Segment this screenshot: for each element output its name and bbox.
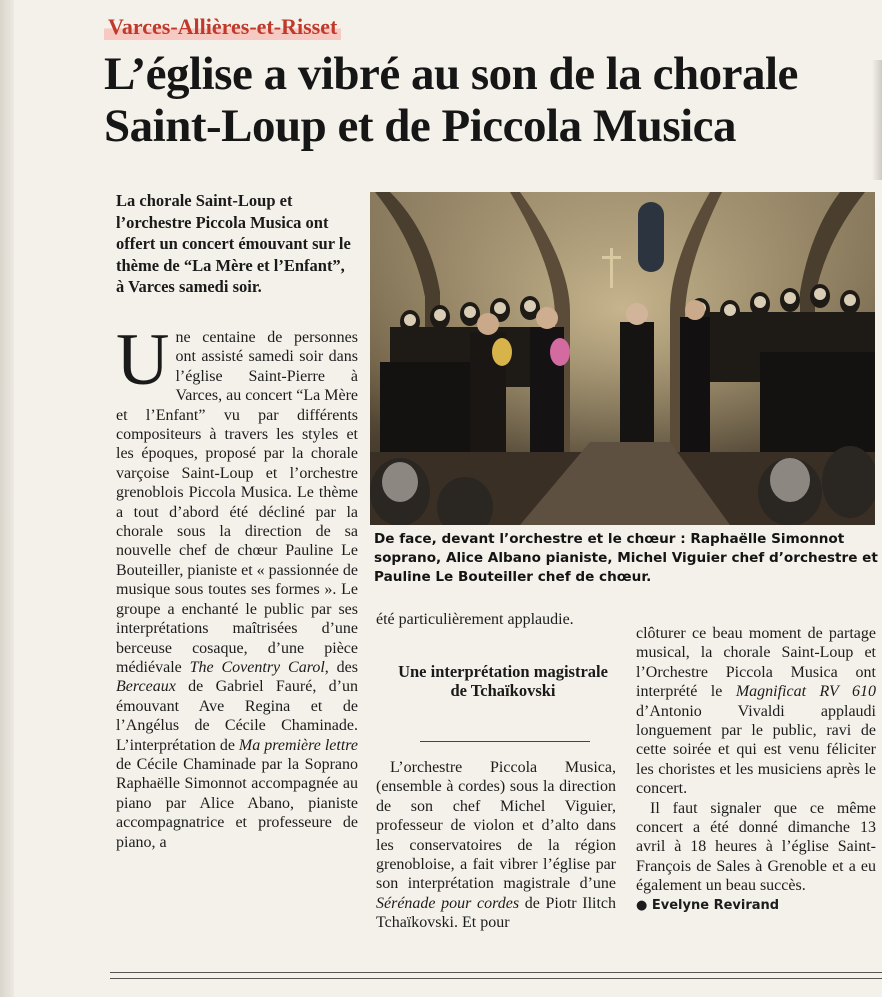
lede: La chorale Saint-Loup et l’orchestre Piccola Musica ont offert un concert émouvant sur le thème de “La Mère et l’Enfant”, à Varces samedi soir.: [116, 191, 351, 296]
concert-photo-illustration: [370, 192, 875, 525]
article-column-1: [116, 319, 359, 852]
photo-caption: De face, devant l’orchestre et le chœur : Raphaëlle Simonnot soprano, Alice Albano pianiste, Michel Viguier chef d’orchestre et Pauline Le Bouteiller chef de chœur.: [374, 531, 878, 585]
concert-photo: [370, 192, 875, 525]
footer-rule-2: [110, 978, 882, 979]
headline-line-1: L’église a vibré au son de la chorale: [104, 48, 798, 100]
col1-italic-2: Berceaux: [116, 678, 176, 696]
col1-text-1: ne centaine de personnes ont assisté samedi soir dans l’église Saint-Pierre à Varces, au concert “La Mère et l’Enfant” vu par différents compositeurs à travers les styles et les époques, proposé par la chorale varçoise Saint-Loup et l’orchestre grenoblois Piccola Musica. Le thème a tout d’abord été décliné par la chorale sous la direction de sa nouvelle chef de chœur Pauline Le Bouteiller, pianiste et « passionnée de musique sous toutes ses formes ». Le groupe a enchanté le public par ses interprétations maîtrisées d’une berceuse cosaque, d’une pièce médiévale: [116, 329, 359, 676]
col1-text-3: de Gabriel Fauré, d’un émouvant Ave Regina et de l’Angélus de Cécile Chaminade. L’interprétation de: [116, 678, 358, 754]
col3-text-1: clôturer ce beau moment de partage musical, la chorale Saint-Loup et l’Orchestre Piccola Musica ont interprété le: [636, 625, 876, 701]
col1-text-2: , des: [324, 658, 358, 676]
drop-cap: U: [116, 319, 170, 401]
col2-text-1: L’orchestre Piccola Musica, (ensemble à cordes) sous la direction de son chef Michel Viguier, professeur de violon et d’alto dans les conservatoires de la région grenobloise, a fait vibrer l’église par son interprétation magistrale d’une: [376, 759, 616, 893]
col1-italic-3: Ma première lettre: [238, 736, 358, 754]
page-edge: [0, 0, 14, 997]
byline: ● Evelyne Revirand: [636, 897, 780, 913]
section-kicker: Varces-Allières-et-Risset: [104, 14, 341, 40]
headline-line-2: Saint-Loup et de Piccola Musica: [104, 100, 737, 152]
byline-author: Evelyne Revirand: [651, 897, 780, 913]
col1-text-4: de Cécile Chaminade par la Soprano Raphaëlle Simonnot accompagnée au piano par Alice Abano, pianiste accompagnatrice et professeure de piano, a: [116, 755, 358, 851]
subheading: Une interprétation magistrale de Tchaïkovski: [398, 662, 608, 700]
article-column-2: [376, 610, 616, 629]
headline: [104, 48, 874, 152]
col3-paragraph-2: Il faut signaler que ce même concert a été donné dimanche 13 avril à 18 heures à l’église Saint-François de Sales à Grenoble et a eu également un beau succès.: [636, 799, 876, 895]
subheading-rule: [420, 741, 590, 742]
col2-text-2: de Piotr Ilitch Tchaïkovski. Et pour: [376, 894, 617, 932]
article-column-3: [636, 624, 876, 915]
article-column-2-body: [376, 758, 616, 933]
footer-rule-1: [110, 972, 882, 973]
col2-paragraph-1: été particulièrement applaudie.: [376, 611, 574, 628]
col3-text-2: d’Antonio Vivaldi applaudi longuement par le public, ravi de cette soirée et qui est venu féliciter les choristes et les musiciens après le concert.: [636, 702, 876, 798]
col2-italic-1: Sérénade pour cordes: [376, 894, 520, 912]
col3-italic-1: Magnificat RV 610: [735, 683, 876, 701]
col1-italic-1: The Coventry Carol: [189, 658, 325, 676]
